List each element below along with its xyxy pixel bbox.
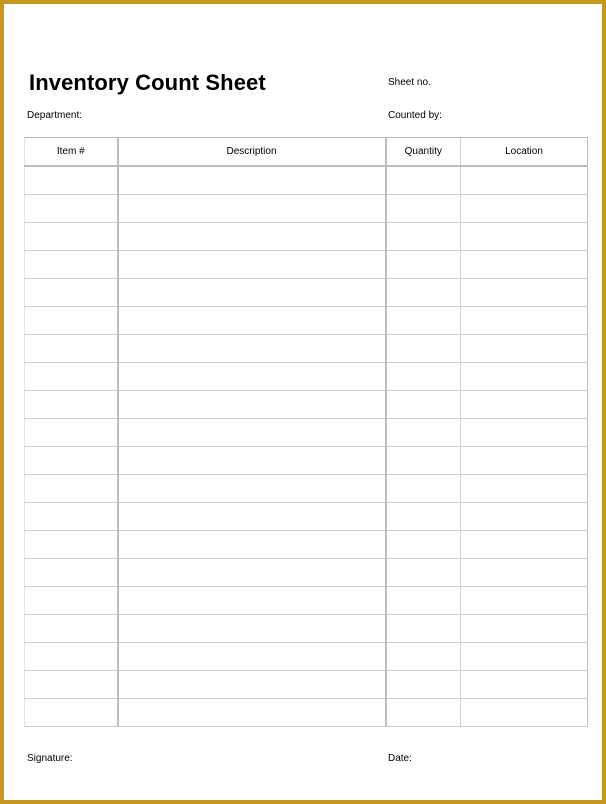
location-cell[interactable] [461, 363, 588, 391]
description-cell[interactable] [118, 391, 386, 419]
item-number-cell[interactable] [25, 643, 118, 671]
location-cell[interactable] [461, 391, 588, 419]
item-number-cell[interactable] [25, 195, 118, 223]
item-number-cell[interactable] [25, 699, 118, 727]
item-number-cell[interactable] [25, 587, 118, 615]
quantity-cell[interactable] [386, 363, 461, 391]
column-header-item-number: Item # [25, 138, 118, 167]
quantity-cell[interactable] [386, 503, 461, 531]
signature-label: Signature: [27, 753, 73, 764]
quantity-cell[interactable] [386, 615, 461, 643]
description-cell[interactable] [118, 251, 386, 279]
location-cell[interactable] [461, 195, 588, 223]
table-row [25, 223, 588, 251]
location-cell[interactable] [461, 531, 588, 559]
item-number-cell[interactable] [25, 279, 118, 307]
description-cell[interactable] [118, 503, 386, 531]
column-header-quantity: Quantity [386, 138, 461, 167]
quantity-cell[interactable] [386, 643, 461, 671]
location-cell[interactable] [461, 223, 588, 251]
quantity-cell[interactable] [386, 419, 461, 447]
item-number-cell[interactable] [25, 251, 118, 279]
quantity-cell[interactable] [386, 391, 461, 419]
table-row [25, 166, 588, 195]
item-number-cell[interactable] [25, 363, 118, 391]
column-header-description: Description [118, 138, 386, 167]
location-cell[interactable] [461, 615, 588, 643]
sheet-no-label: Sheet no. [388, 77, 431, 88]
quantity-cell[interactable] [386, 279, 461, 307]
quantity-cell[interactable] [386, 307, 461, 335]
quantity-cell[interactable] [386, 475, 461, 503]
table-row [25, 279, 588, 307]
item-number-cell[interactable] [25, 419, 118, 447]
description-cell[interactable] [118, 166, 386, 195]
description-cell[interactable] [118, 223, 386, 251]
table-row [25, 671, 588, 699]
item-number-cell[interactable] [25, 307, 118, 335]
item-number-cell[interactable] [25, 335, 118, 363]
description-cell[interactable] [118, 335, 386, 363]
item-number-cell[interactable] [25, 503, 118, 531]
description-cell[interactable] [118, 475, 386, 503]
column-header-location: Location [461, 138, 588, 167]
location-cell[interactable] [461, 699, 588, 727]
location-cell[interactable] [461, 475, 588, 503]
location-cell[interactable] [461, 419, 588, 447]
location-cell[interactable] [461, 335, 588, 363]
item-number-cell[interactable] [25, 475, 118, 503]
description-cell[interactable] [118, 531, 386, 559]
location-cell[interactable] [461, 643, 588, 671]
quantity-cell[interactable] [386, 166, 461, 195]
sheet-title: Inventory Count Sheet [29, 70, 266, 95]
table-body [25, 166, 588, 727]
table-row [25, 335, 588, 363]
quantity-cell[interactable] [386, 671, 461, 699]
table-row [25, 615, 588, 643]
description-cell[interactable] [118, 671, 386, 699]
description-cell[interactable] [118, 615, 386, 643]
table-row [25, 587, 588, 615]
table-row [25, 307, 588, 335]
location-cell[interactable] [461, 587, 588, 615]
date-label: Date: [388, 753, 412, 764]
location-cell[interactable] [461, 307, 588, 335]
quantity-cell[interactable] [386, 587, 461, 615]
table-row [25, 363, 588, 391]
item-number-cell[interactable] [25, 559, 118, 587]
item-number-cell[interactable] [25, 391, 118, 419]
description-cell[interactable] [118, 587, 386, 615]
item-number-cell[interactable] [25, 671, 118, 699]
description-cell[interactable] [118, 559, 386, 587]
table-row [25, 447, 588, 475]
description-cell[interactable] [118, 419, 386, 447]
table-row [25, 699, 588, 727]
item-number-cell[interactable] [25, 531, 118, 559]
location-cell[interactable] [461, 671, 588, 699]
table-row [25, 475, 588, 503]
table-row [25, 531, 588, 559]
description-cell[interactable] [118, 699, 386, 727]
description-cell[interactable] [118, 363, 386, 391]
quantity-cell[interactable] [386, 195, 461, 223]
location-cell[interactable] [461, 503, 588, 531]
quantity-cell[interactable] [386, 335, 461, 363]
counted-by-label: Counted by: [388, 110, 442, 121]
quantity-cell[interactable] [386, 531, 461, 559]
table-row [25, 503, 588, 531]
description-cell[interactable] [118, 279, 386, 307]
table-row [25, 195, 588, 223]
quantity-cell[interactable] [386, 251, 461, 279]
description-cell[interactable] [118, 307, 386, 335]
description-cell[interactable] [118, 643, 386, 671]
item-number-cell[interactable] [25, 615, 118, 643]
table-row [25, 251, 588, 279]
table-row [25, 643, 588, 671]
description-cell[interactable] [118, 447, 386, 475]
item-number-cell[interactable] [25, 447, 118, 475]
item-number-cell[interactable] [25, 166, 118, 195]
location-cell[interactable] [461, 559, 588, 587]
quantity-cell[interactable] [386, 559, 461, 587]
table-row [25, 391, 588, 419]
quantity-cell[interactable] [386, 447, 461, 475]
location-cell[interactable] [461, 279, 588, 307]
location-cell[interactable] [461, 251, 588, 279]
table-header-row [25, 138, 588, 167]
location-cell[interactable] [461, 166, 588, 195]
location-cell[interactable] [461, 447, 588, 475]
quantity-cell[interactable] [386, 223, 461, 251]
table-row [25, 419, 588, 447]
description-cell[interactable] [118, 195, 386, 223]
quantity-cell[interactable] [386, 699, 461, 727]
item-number-cell[interactable] [25, 223, 118, 251]
table-row [25, 559, 588, 587]
department-label: Department: [27, 110, 83, 121]
inventory-table [24, 137, 588, 727]
